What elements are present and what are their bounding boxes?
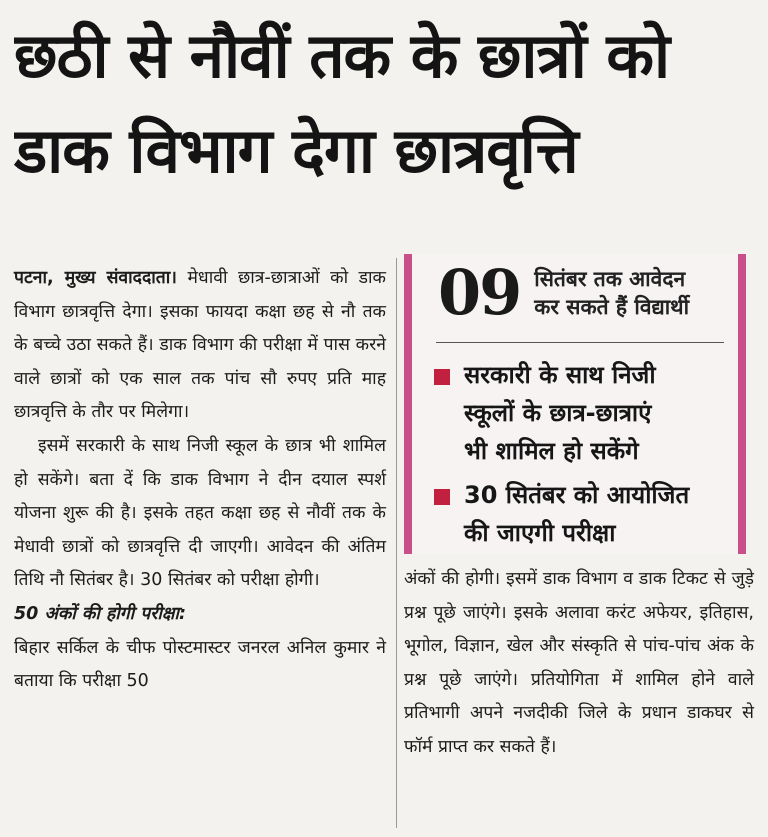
headline [14,8,756,198]
bullet-item-2-line-2: की जाएगी परीक्षा [464,519,616,547]
bullet-item-1-line-1: सरकारी के साथ निजी [464,361,656,389]
article-paragraph-1-text: मेधावी छात्र-छात्राओं को डाक विभाग छात्रवृत्ति देगा। इसका फायदा कक्षा छह से नौ तक के बच्चे उठा सकते हैं। डाक विभाग की परीक्षा में पास करने वाले छात्रों को एक साल तक पांच सौ रुपए प्रति माह छात्रवृत्ति के तौर पर मिलेगा। [14,268,386,423]
highlight-header [438,256,690,329]
bullet-item-1-line-2: स्कूलों के छात्र-छात्राएं [464,399,652,427]
highlight-box [404,254,746,554]
bullet-item-2-text [464,476,689,552]
bullet-item-2 [434,476,734,552]
headline-line-2: डाक विभाग देगा छात्रवृत्ति [14,114,578,187]
highlight-divider [436,342,724,343]
square-bullet-icon [434,369,450,385]
highlight-caption-line-2: कर सकते हैं विद्यार्थी [534,295,690,319]
article-paragraph-2: इसमें सरकारी के साथ निजी स्कूल के छात्र भी शामिल हो सकेंगे। बता दें कि डाक विभाग ने दीन दयाल स्पर्श योजना शुरू की है। इसके तहत कक्षा छह से नौवीं तक के मेधावी छात्रों को छात्रवृत्ति दी जाएगी। आवेदन की अंतिम तिथि नौ सितंबर है। 30 सितंबर को परीक्षा होगी। [14,435,386,591]
article-paragraph-3: बिहार सर्किल के चीफ पोस्टमास्टर जनरल अनिल कुमार ने बताया कि परीक्षा 50 [14,637,386,692]
article-paragraph-1 [14,262,386,430]
highlight-bullets [434,356,734,558]
bullet-item-1-text [464,356,656,470]
highlight-caption-line-1: सितंबर तक आवेदन [534,267,686,291]
bullet-item-1-line-3: भी शामिल हो सकेंगे [464,437,639,465]
square-bullet-icon [434,489,450,505]
column-divider [396,258,397,828]
dateline: पटना, मुख्य संवाददाता। [14,268,177,288]
bullet-item-1 [434,356,734,470]
article-left-column [14,262,386,699]
headline-line-1: छठी से नौवीं तक के छात्रों को [14,19,670,92]
highlight-number: 09 [438,256,521,329]
article-right-column [404,563,754,765]
bullet-item-2-line-1: 30 सितंबर को आयोजित [464,481,690,509]
highlight-caption [534,265,689,321]
article-subhead: 50 अंकों की होगी परीक्षा: [14,603,186,624]
article-right-paragraph: अंकों की होगी। इसमें डाक विभाग व डाक टिकट से जुड़े प्रश्न पूछे जाएंगे। इसके अलावा करंट अफेयर, इतिहास, भूगोल, विज्ञान, खेल और संस्कृति से पांच-पांच अंक के प्रश्न पूछे जाएंगे। प्रतियोगिता में शामिल होने वाले प्रतिभागी अपने नजदीकी जिले के प्रधान डाकघर से फॉर्म प्राप्त कर सकते हैं। [404,569,754,757]
